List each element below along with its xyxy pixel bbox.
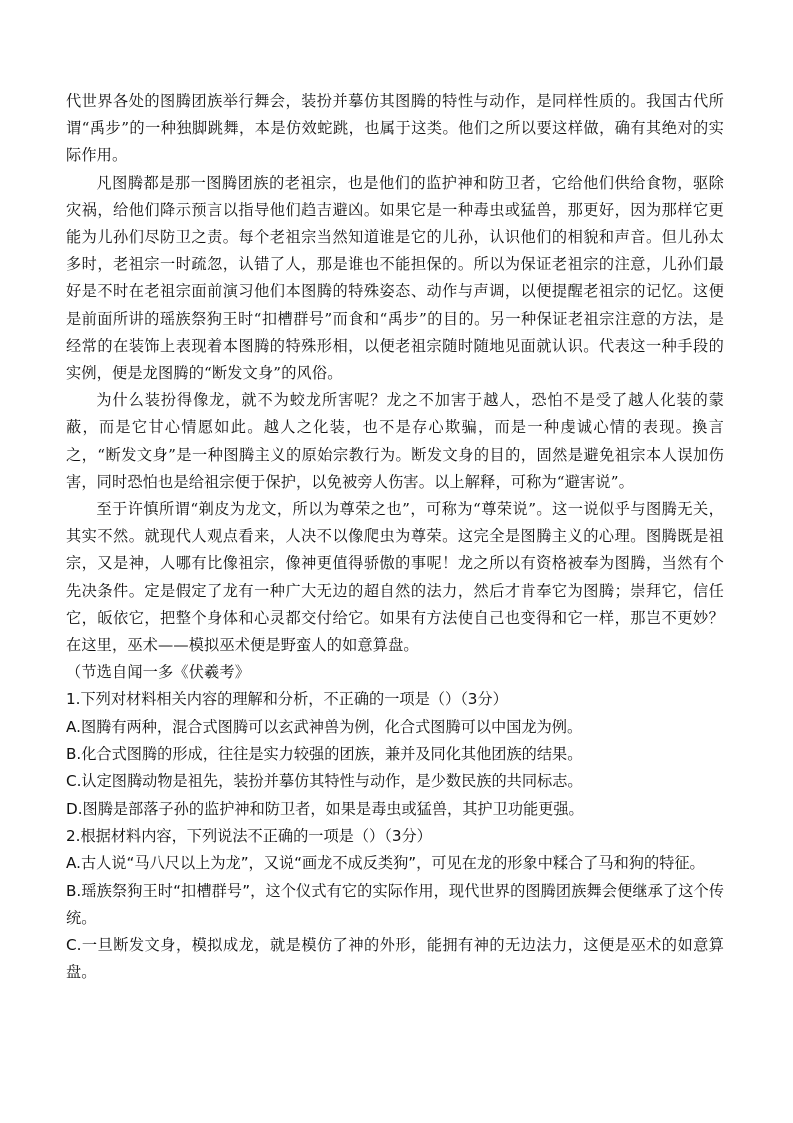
question-item	[66, 686, 724, 822]
passage-source: （节选自闻一多《伏羲考》	[66, 663, 251, 682]
answer-option: D.图腾是部落子孙的监护神和防卫者，如果是毒虫或猛兽，其护卫功能更强。	[66, 799, 584, 818]
answer-option: B.化合式图腾的形成，往往是实力较强的团族，兼并及同化其他团族的结果。	[66, 745, 583, 764]
answer-option: B.瑶族祭狗王时“扣槽群号”，这个仪式有它的实际作用，现代世界的图腾团族舞会便继承了这个传统。	[66, 881, 724, 927]
passage-paragraph: 为什么装扮得像龙，就不为蛟龙所害呢？龙之不加害于越人，恐怕不是受了越人化装的蒙蔽，而是它甘心情愿如此。越人之化装，也不是存心欺骗，而是一种虔诚心情的表现。換言之，“断发文身”是一种图腾主义的原始宗教行为。断发文身的目的，固然是避免祖宗本人误加伤害，同时恐怕也是给祖宗便于保护，以免被旁人伤害。以上解释，可称为“避害说”。	[66, 391, 724, 491]
document-page	[66, 88, 724, 987]
reading-passage	[66, 88, 724, 686]
answer-option: A.图腾有两种，混合式图腾可以玄武神兽为例，化合式图腾可以中国龙为例。	[66, 717, 583, 736]
passage-paragraph: 至于许慎所谓“剃皮为龙文，所以为尊荣之也”，可称为“尊荣说”。这一说似乎与图腾无关，其实不然。就现代人观点看来，人决不以像爬虫为尊荣。这完全是图腾主义的心理。图腾既是祖宗，又是神，人哪有比像祖宗，像神更值得骄傲的事呢！龙之所以有资格被奉为图腾，当然有个先决条件。定是假定了龙有一种广大无边的超自然的法力，然后才肯奉它为图腾；崇拜它，信任它，皈依它，把整个身体和心灵都交付给它。如果有方法使自己也变得和它一样，那岂不更妙？在这里，巫术——模拟巫术便是野蛮人的如意算盘。	[66, 500, 724, 655]
answer-option: C.一旦断发文身，模拟成龙，就是模仿了神的外形，能拥有神的无边法力，这便是巫术的如意算盘。	[66, 936, 724, 982]
question-stem: 2.根据材料内容，下列说法不正确的一项是（）（3分）	[66, 826, 432, 845]
answer-option: C.认定图腾动物是祖先，装扮并摹仿其特性与动作，是少数民族的共同标志。	[66, 772, 583, 791]
passage-paragraph: 代世界各处的图腾团族举行舞会，装扮并摹仿其图腾的特性与动作，是同样性质的。我国古代所谓“禹步”的一种独脚跳舞，本是仿效蛇跳，也属于这类。他们之所以要这样做，确有其绝对的实际作用。	[66, 92, 724, 165]
question-list	[66, 686, 724, 986]
question-item	[66, 823, 724, 987]
passage-paragraph: 凡图腾都是那一图腾团族的老祖宗，也是他们的监护神和防卫者，它给他们供给食物，驱除灾祸，给他们降示预言以指导他们趋吉避凶。如果它是一种毒虫或猛兽，那更好，因为那样它更能为儿孙们尽防卫之责。每个老祖宗当然知道谁是它的儿孙，认识他们的相貌和声音。但儿孙太多时，老祖宗一时疏忽，认错了人，那是谁也不能担保的。所以为保证老祖宗的注意，儿孙们最好是不时在老祖宗面前演习他们本图腾的特殊姿态、动作与声调，以便提醒老祖宗的记忆。这便是前面所讲的瑶族祭狗王时“扣槽群号”而食和“禹步”的目的。另一种保证老祖宗注意的方法，是经常的在装饰上表现着本图腾的特殊形相，以便老祖宗随时随地见面就认识。代表这一种手段的实例，便是龙图腾的“断发文身”的风俗。	[66, 173, 724, 383]
question-stem: 1.下列对材料相关内容的理解和分析，不正确的一项是（）（3分）	[66, 690, 508, 709]
answer-option: A.古人说“马八尺以上为龙”，又说“画龙不成反类狗”，可见在龙的形象中糅合了马和狗的特征。	[66, 854, 705, 873]
